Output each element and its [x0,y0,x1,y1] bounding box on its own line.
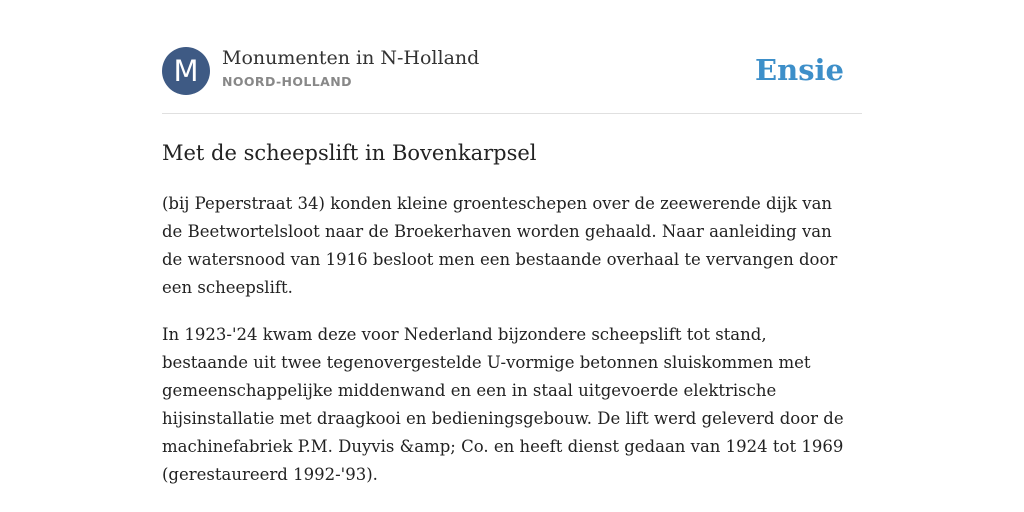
source-header [162,46,862,96]
paragraph-line: de watersnood van 1916 besloot men een bestaande overhaal te vervangen door [162,250,838,269]
paragraph-line: hijsinstallatie met draagkooi en bedieningsgebouw. De lift werd geleverd door de [162,409,844,428]
brand-logo[interactable]: Ensie [755,53,844,87]
paragraph-line: (bij Peperstraat 34) konden kleine groenteschepen over de zeewerende dijk van [162,194,833,213]
article-paragraph-2 [162,321,862,489]
header-divider [162,113,862,114]
paragraph-line: (gerestaureerd 1992-'93). [162,465,378,484]
source-subtitle[interactable]: NOORD-HOLLAND [222,74,352,89]
article-paragraph-1 [162,190,862,302]
paragraph-line: de Beetwortelsloot naar de Broekerhaven worden gehaald. Naar aanleiding van [162,222,832,241]
paragraph-line: bestaande uit twee tegenovergestelde U-vormige betonnen sluiskommen met [162,353,811,372]
paragraph-line: machinefabriek P.M. Duyvis &amp; Co. en heeft dienst gedaan van 1924 tot 1969 [162,437,844,456]
article-title: Met de scheepslift in Bovenkarpsel [162,141,537,165]
avatar[interactable]: M [162,47,210,95]
paragraph-line: gemeenschappelijke middenwand en een in staal uitgevoerde elektrische [162,381,777,400]
paragraph-line: een scheepslift. [162,278,293,297]
paragraph-line: In 1923-'24 kwam deze voor Nederland bijzondere scheepslift tot stand, [162,325,767,344]
source-title[interactable]: Monumenten in N-Holland [222,47,480,69]
